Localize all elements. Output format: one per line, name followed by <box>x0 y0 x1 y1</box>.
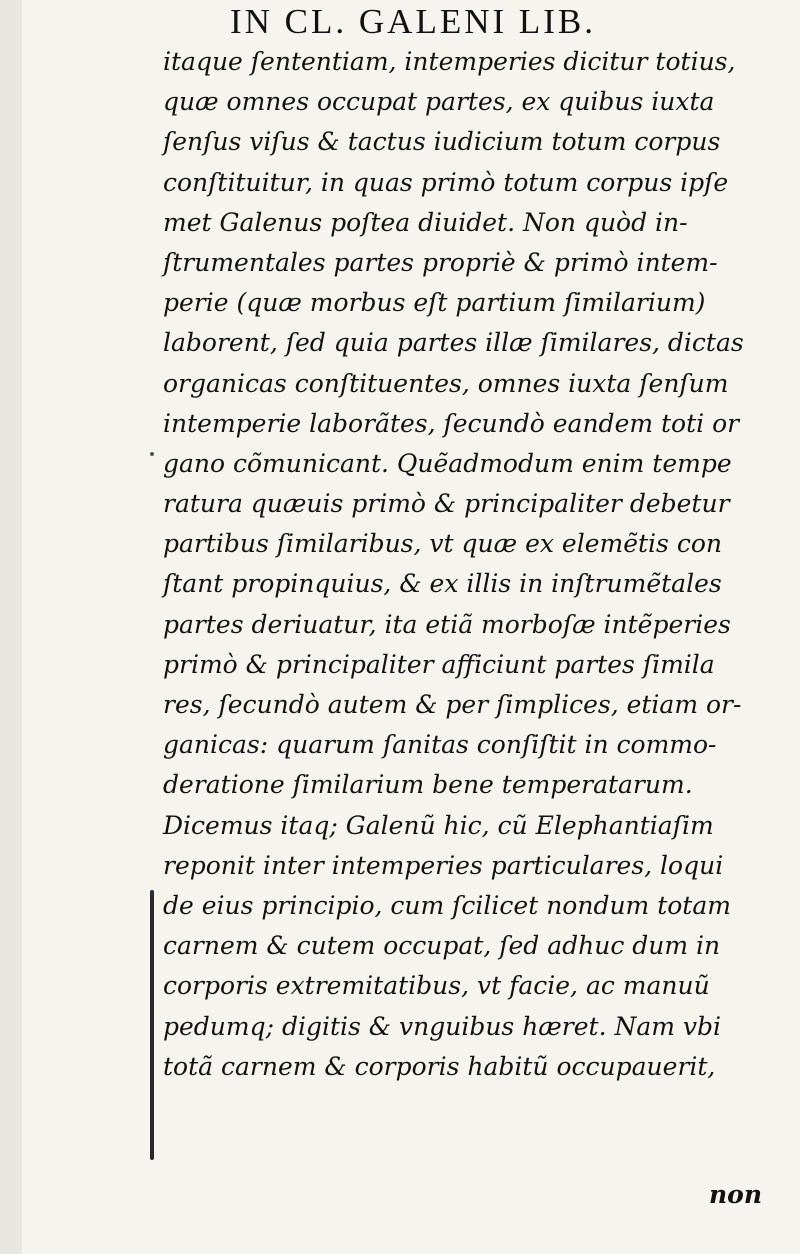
text-line: de eius principio, cum ſcilicet nondum totam <box>163 890 731 920</box>
text-line: partibus ſimilaribus, vt quæ ex elemẽtis con <box>163 529 722 559</box>
text-line: primò & principaliter afficiunt partes ſimila <box>163 649 715 679</box>
text-line: organicas conſtituentes, omnes iuxta ſenſum <box>163 368 729 398</box>
text-line: conſtituitur, in quas primò totum corpus ipſe <box>163 167 729 197</box>
text-line: intemperie laborãtes, ſecundò eandem toti or <box>163 408 740 438</box>
catchword: non <box>708 1180 762 1209</box>
text-line: perie (quæ morbus eſt partium ſimilarium) <box>163 288 706 318</box>
text-line: res, ſecundò autem & per ſimplices, etiam or- <box>163 690 742 719</box>
text-line: ganicas: quarum ſanitas conſiſtit in commo- <box>163 730 717 760</box>
text-line: met Galenus poſtea diuidet. Non quòd in- <box>163 207 688 237</box>
text-line: itaque ſententiam, intemperies dicitur totius, <box>163 47 736 76</box>
text-line: totã carnem & corporis habitũ occupauerit, <box>163 1051 716 1081</box>
running-head: IN CL. GALENI LIB. <box>230 2 597 41</box>
text-line: ſtant propinquius, & ex illis in inſtrumẽtales <box>163 569 722 599</box>
text-line: gano cõmunicant. Quẽadmodum enim tempe <box>163 448 732 478</box>
text-line: corporis extremitatibus, vt facie, ac manuũ <box>163 971 710 1001</box>
text-line: ſenſus viſus & tactus iudicium totum corpus <box>163 127 721 157</box>
text-line: pedumq; digitis & vnguibus hæret. Nam vbi <box>163 1011 722 1041</box>
text-line: reponit inter intemperies particulares, loqui <box>163 850 724 880</box>
margin-bracket-mark <box>150 890 154 1160</box>
text-line: ſtrumentales partes propriè & primò intem- <box>163 247 718 277</box>
text-line: partes deriuatur, ita etiã morboſæ intẽperies <box>163 609 731 639</box>
page-edge-shadow <box>0 0 22 1254</box>
text-line: carnem & cutem occupat, ſed adhuc dum in <box>163 931 721 961</box>
margin-mark <box>150 452 154 456</box>
text-line: quæ omnes occupat partes, ex quibus iuxta <box>163 87 715 117</box>
text-line: laborent, ſed quia partes illæ ſimilares, dictas <box>163 328 744 358</box>
body-text <box>163 42 778 1087</box>
text-line: ratura quæuis primò & principaliter debetur <box>163 489 730 519</box>
text-line: Dicemus itaq; Galenũ hic, cũ Elephantiaſim <box>163 810 714 840</box>
text-line: deratione ſimilarium bene temperatarum. <box>163 770 693 800</box>
